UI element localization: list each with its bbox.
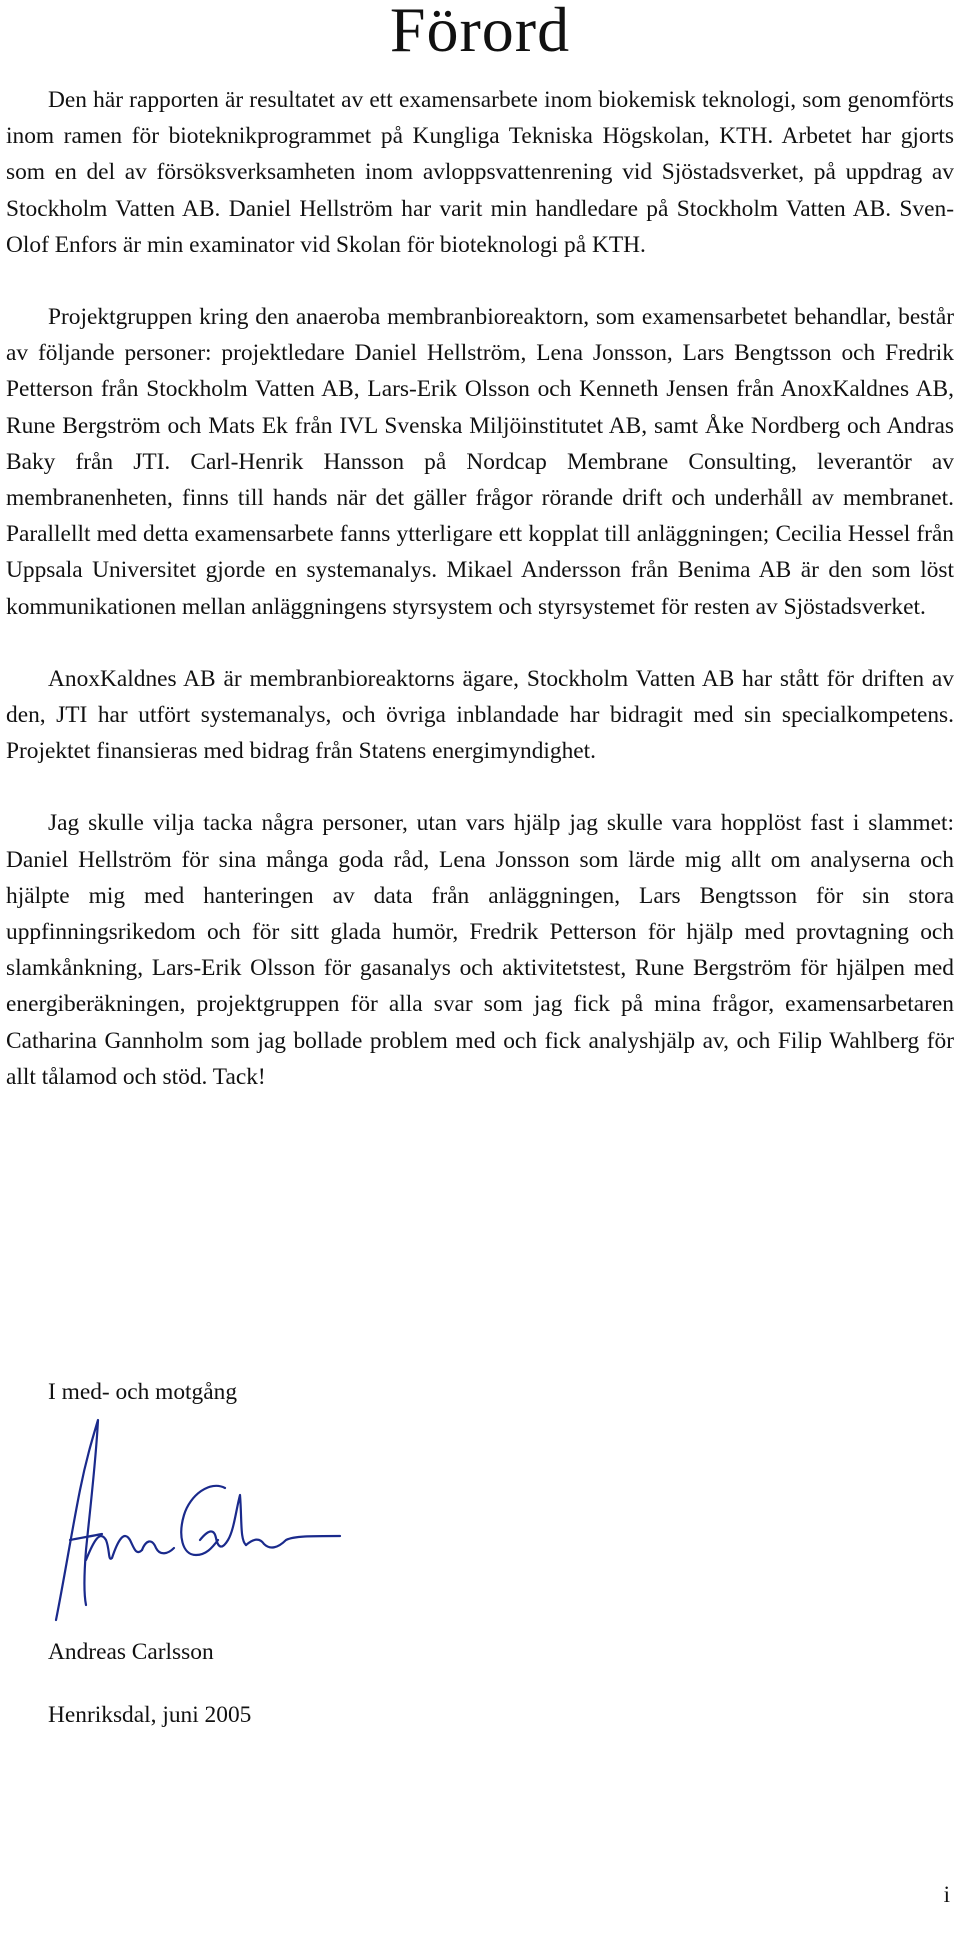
paragraph-project-group: Projektgruppen kring den anaeroba membranbioreaktorn, som examensarbetet behandlar, består av följande personer: projektledare Daniel Hellström, Lena Jonsson, Lars Bengtsson och Fredrik Petterson från Stockholm Vatten AB, Lars-Erik Olsson och Kenneth Jensen från AnoxKaldnes AB, Rune Bergström och Mats Ek från IVL Svenska Miljöinstitutet AB, samt Åke Nordberg och Andras Baky från JTI. Carl-Henrik Hansson på Nordcap Membrane Consulting, leverantör av membranenheten, finns till hands när det gäller frågor rörande drift och underhåll av membranet. Parallellt med detta examensarbete fanns ytterligare ett kopplat till anläggningen; Cecilia Hessel från Uppsala Universitet gjorde en systemanalys. Mikael Andersson från Benima AB är den som löst kommunikationen mellan anläggningens styrsystem och styrsystemet för resten av Sjöstadsverket. — [6, 304, 954, 620]
page-number: i — [943, 1882, 950, 1907]
paragraph-acknowledgements: Jag skulle vilja tacka några personer, utan vars hjälp jag skulle vara hopplöst fast i slammet: Daniel Hellström för sina många goda råd, Lena Jonsson som lärde mig allt om analyserna och hjälpte mig med hanteringen av data från anläggningen, Lars Bengtsson för sin stora uppfinningsrikedom och för sitt glada humör, Fredrik Petterson för hjälp med provtagning och slamkånkning, Lars-Erik Olsson för gasanalys och aktivitetstest, Rune Bergström för hjälpen med energiberäkningen, projektgruppen för alla svar som jag fick på mina frågor, examensarbetaren Catharina Gannholm som jag bollade problem med och fick analyshjälp av, och Filip Wahlberg för allt tålamod och stöd. Tack! — [6, 810, 954, 1090]
closing-greeting: I med- och motgång — [48, 1379, 238, 1405]
handwritten-signature — [50, 1390, 350, 1630]
signer-name: Andreas Carlsson — [48, 1639, 214, 1665]
place-and-date: Henriksdal, juni 2005 — [48, 1702, 252, 1728]
paragraph-intro: Den här rapporten är resultatet av ett examensarbete inom biokemisk teknologi, som genomförts inom ramen för bioteknikprogrammet på Kungliga Tekniska Högskolan, KTH. Arbetet har gjorts som en del av försöksverksamheten inom avloppsvattenrening vid Sjöstadsverket, på uppdrag av Stockholm Vatten AB. Daniel Hellström har varit min handledare på Stockholm Vatten AB. Sven-Olof Enfors är min examinator vid Skolan för bioteknologi på KTH. — [6, 87, 954, 258]
page-title: Förord — [389, 0, 571, 65]
paragraph-ownership: AnoxKaldnes AB är membranbioreaktorns ägare, Stockholm Vatten AB har stått för driften av den, JTI har utfört systemanalys, och övriga inblandade har bidragit med sin specialkompetens. Projektet finansieras med bidrag från Statens energimyndighet. — [6, 665, 954, 765]
preface-body — [6, 82, 954, 1131]
